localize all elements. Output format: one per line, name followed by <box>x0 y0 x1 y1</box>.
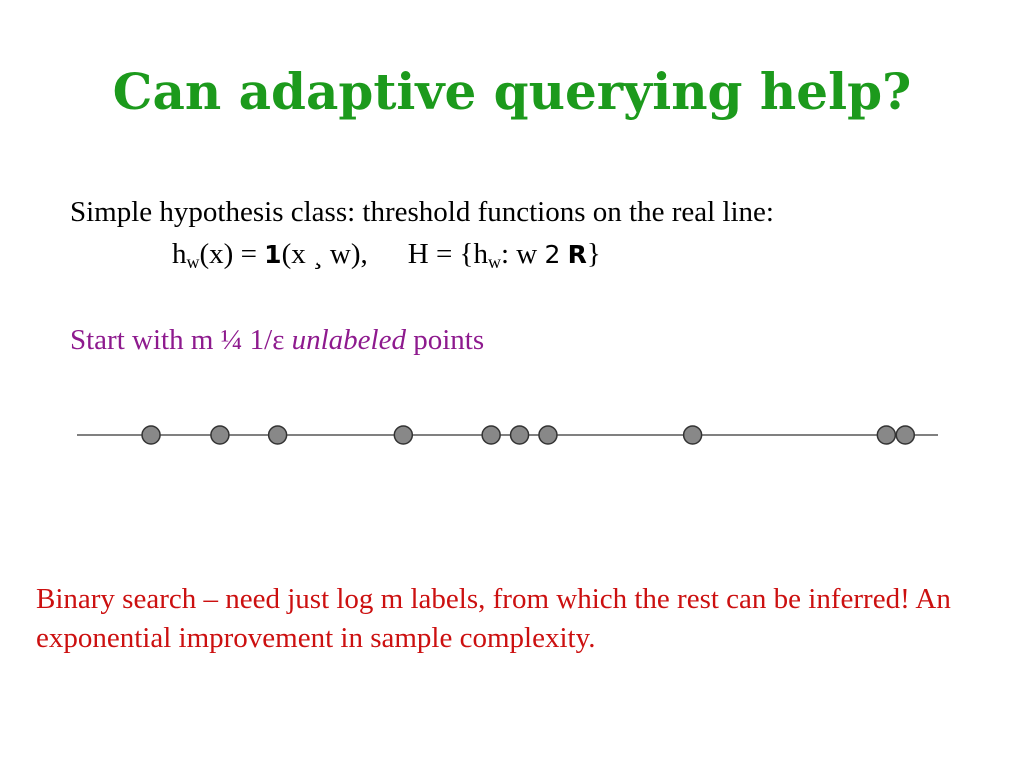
hypothesis-formula <box>172 238 601 271</box>
point-9 <box>877 426 895 444</box>
symbol-space <box>560 238 567 270</box>
indicator-args: (x ¸ w), <box>281 238 368 270</box>
indicator-symbol: 1 <box>264 240 282 269</box>
class-open: H = {h <box>407 238 488 270</box>
number-line <box>0 400 1024 470</box>
point-4 <box>394 426 412 444</box>
point-3 <box>269 426 287 444</box>
point-6 <box>511 426 529 444</box>
formula-w-subscript: w <box>186 252 200 272</box>
point-8 <box>684 426 702 444</box>
formula-h: h <box>172 238 187 270</box>
slide-title: Can adaptive querying help? <box>112 62 912 121</box>
start-unlabeled: unlabeled <box>291 324 406 356</box>
point-5 <box>482 426 500 444</box>
point-10 <box>896 426 914 444</box>
class-w-subscript: w <box>487 252 501 272</box>
intro-text: Simple hypothesis class: threshold functions on the real line: <box>70 196 774 228</box>
point-2 <box>211 426 229 444</box>
reals-symbol: R <box>567 240 587 269</box>
class-colon: : w <box>500 238 545 270</box>
start-text <box>70 324 484 357</box>
point-1 <box>142 426 160 444</box>
point-7 <box>539 426 557 444</box>
start-before: Start with m ¼ 1/ε <box>70 324 292 356</box>
formula-x-part: (x) = <box>199 238 265 270</box>
conclusion-text: Binary search – need just log m labels, from which the rest can be inferred! An exponential improvement in sample complexity. <box>36 583 951 654</box>
element-of-symbol: 2 <box>544 240 561 269</box>
class-close: } <box>586 238 601 270</box>
start-after: points <box>405 324 485 356</box>
